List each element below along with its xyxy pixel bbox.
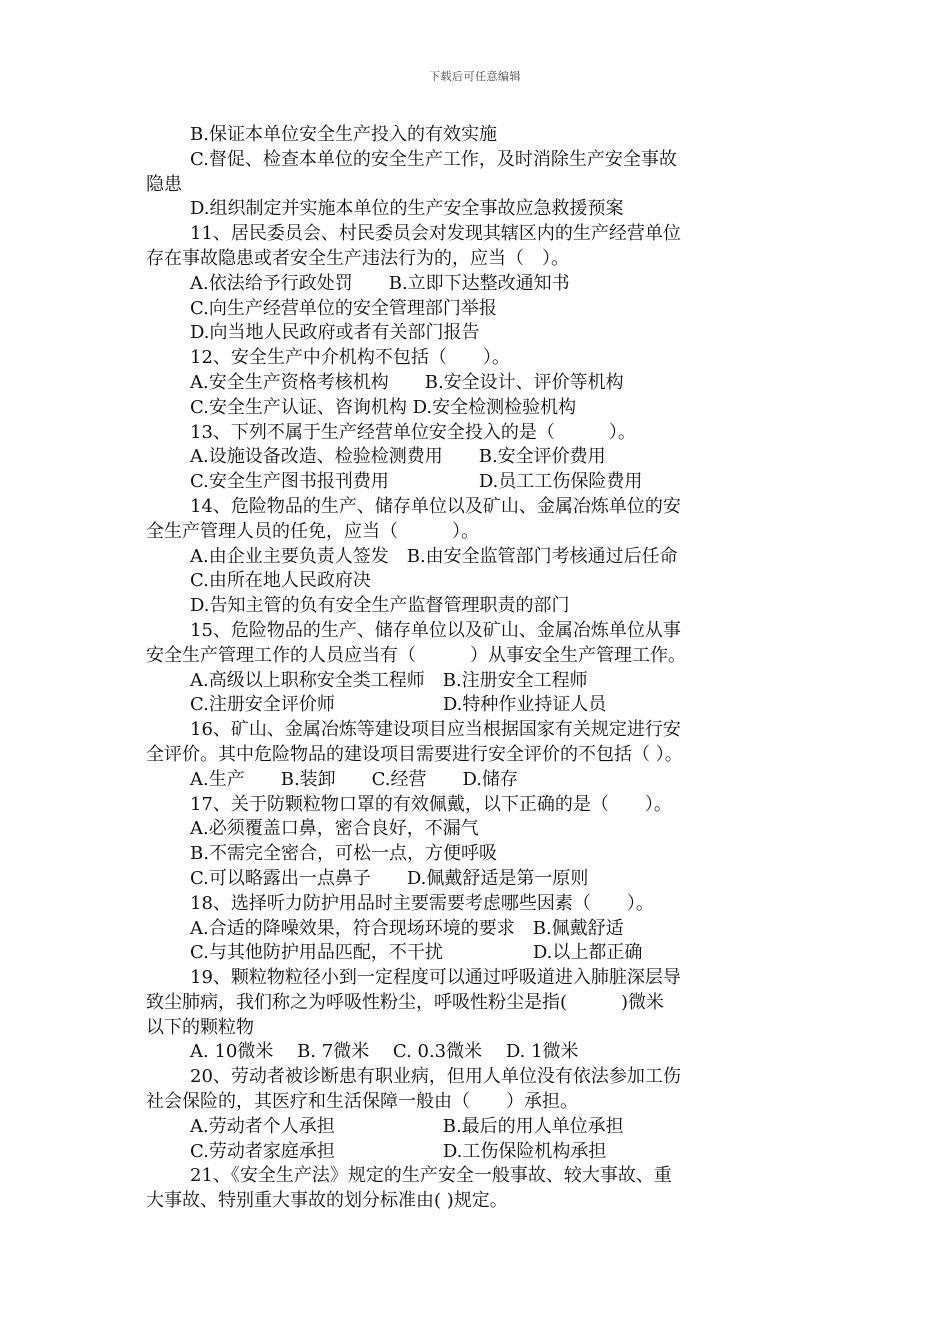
question-continuation-line: 社会保险的，其医疗和生活保障一般由（ ）承担。 xyxy=(146,1091,578,1113)
answer-option-line: A. 10微米 B. 7微米 C. 0.3微米 D. 1微米 xyxy=(190,1041,579,1063)
question-line: 18、选择听力防护用品时主要需要考虑哪些因素（ ）。 xyxy=(190,892,654,914)
question-line: 19、颗粒物粒径小到一定程度可以通过呼吸道进入肺脏深层导 xyxy=(190,967,681,989)
answer-option-line: C.注册安全评价师 D.特种作业持证人员 xyxy=(190,694,607,716)
question-line: 20、劳动者被诊断患有职业病，但用人单位没有依法参加工伤 xyxy=(190,1066,681,1088)
answer-option-line: A.生产 B.装卸 C.经营 D.储存 xyxy=(190,768,519,790)
answer-option-line: C.由所在地人民政府决 xyxy=(190,570,371,592)
answer-option-line: C.向生产经营单位的安全管理部门举报 xyxy=(190,297,497,319)
question-continuation-line: 以下的颗粒物 xyxy=(146,1016,254,1038)
answer-option-line: D.告知主管的负有安全生产监督管理职责的部门 xyxy=(190,595,570,617)
answer-option-line: C.安全生产认证、咨询机构 D.安全检测检验机构 xyxy=(190,396,577,418)
answer-option-line: A.设施设备改造、检验检测费用 B.安全评价费用 xyxy=(190,446,606,468)
question-continuation-line: 安全生产管理工作的人员应当有（ ）从事安全生产管理工作。 xyxy=(146,644,686,666)
answer-option-line: A.劳动者个人承担 B.最后的用人单位承担 xyxy=(190,1115,624,1137)
question-line: 17、关于防颗粒物口罩的有效佩戴，以下正确的是（ ）。 xyxy=(190,793,672,815)
answer-option-line: D.向当地人民政府或者有关部门报告 xyxy=(190,322,480,344)
answer-option-line: C.安全生产图书报刊费用 D.员工工伤保险费用 xyxy=(190,471,643,493)
question-line: 12、安全生产中介机构不包括（ ）。 xyxy=(190,347,510,369)
answer-option-line: A.安全生产资格考核机构 B.安全设计、评价等机构 xyxy=(190,371,624,393)
question-line: 11、居民委员会、村民委员会对发现其辖区内的生产经营单位 xyxy=(190,223,681,245)
question-continuation-line: 致尘肺病，我们称之为呼吸性粉尘，呼吸性粉尘是指( )微米 xyxy=(146,991,665,1013)
question-continuation-line: 全评价。其中危险物品的建设项目需要进行安全评价的不包括（ ）。 xyxy=(146,743,683,765)
question-line: 16、矿山、金属冶炼等建设项目应当根据国家有关规定进行安 xyxy=(190,719,681,741)
answer-option-line: C.可以略露出一点鼻子 D.佩戴舒适是第一原则 xyxy=(190,867,589,889)
question-continuation-line: 全生产管理人员的任免，应当（ ）。 xyxy=(146,520,479,542)
page-header: 下载后可任意编辑 xyxy=(429,70,521,83)
answer-option-line: A.必须覆盖口鼻，密合良好，不漏气 xyxy=(190,818,479,840)
question-line: 13、下列不属于生产经营单位安全投入的是（ ）。 xyxy=(190,421,636,443)
answer-option-line: C.与其他防护用品匹配，不干扰 D.以上都正确 xyxy=(190,942,643,964)
question-continuation-line: 大事故、特别重大事故的划分标准由( )规定。 xyxy=(146,1190,508,1212)
answer-option-line: C.督促、检查本单位的安全生产工作，及时消除生产安全事故 xyxy=(190,148,677,170)
question-continuation-line: 隐患 xyxy=(146,173,182,195)
answer-option-line: A.合适的降噪效果，符合现场环境的要求 B.佩戴舒适 xyxy=(190,917,624,939)
answer-option-line: C.劳动者家庭承担 D.工伤保险机构承担 xyxy=(190,1140,607,1162)
answer-option-line: D.组织制定并实施本单位的生产安全事故应急救援预案 xyxy=(190,198,624,220)
answer-option-line: B.保证本单位安全生产投入的有效实施 xyxy=(190,124,497,145)
answer-option-line: B.不需完全密合，可松一点，方便呼吸 xyxy=(190,843,497,865)
answer-option-line: A.依法给予行政处罚 B.立即下达整改通知书 xyxy=(190,272,570,294)
question-line: 21、《安全生产法》规定的生产安全一般事故、较大事故、重 xyxy=(190,1165,672,1187)
question-line: 14、危险物品的生产、储存单位以及矿山、金属冶炼单位的安 xyxy=(190,495,681,517)
question-continuation-line: 存在事故隐患或者安全生产违法行为的，应当（ ）。 xyxy=(146,247,569,269)
question-list xyxy=(146,123,806,1214)
answer-option-line: A.由企业主要负责人签发 B.由安全监管部门考核通过后任命 xyxy=(190,545,678,567)
question-line: 15、危险物品的生产、储存单位以及矿山、金属冶炼单位从事 xyxy=(190,619,681,641)
answer-option-line: A.高级以上职称安全类工程师 B.注册安全工程师 xyxy=(190,669,588,691)
